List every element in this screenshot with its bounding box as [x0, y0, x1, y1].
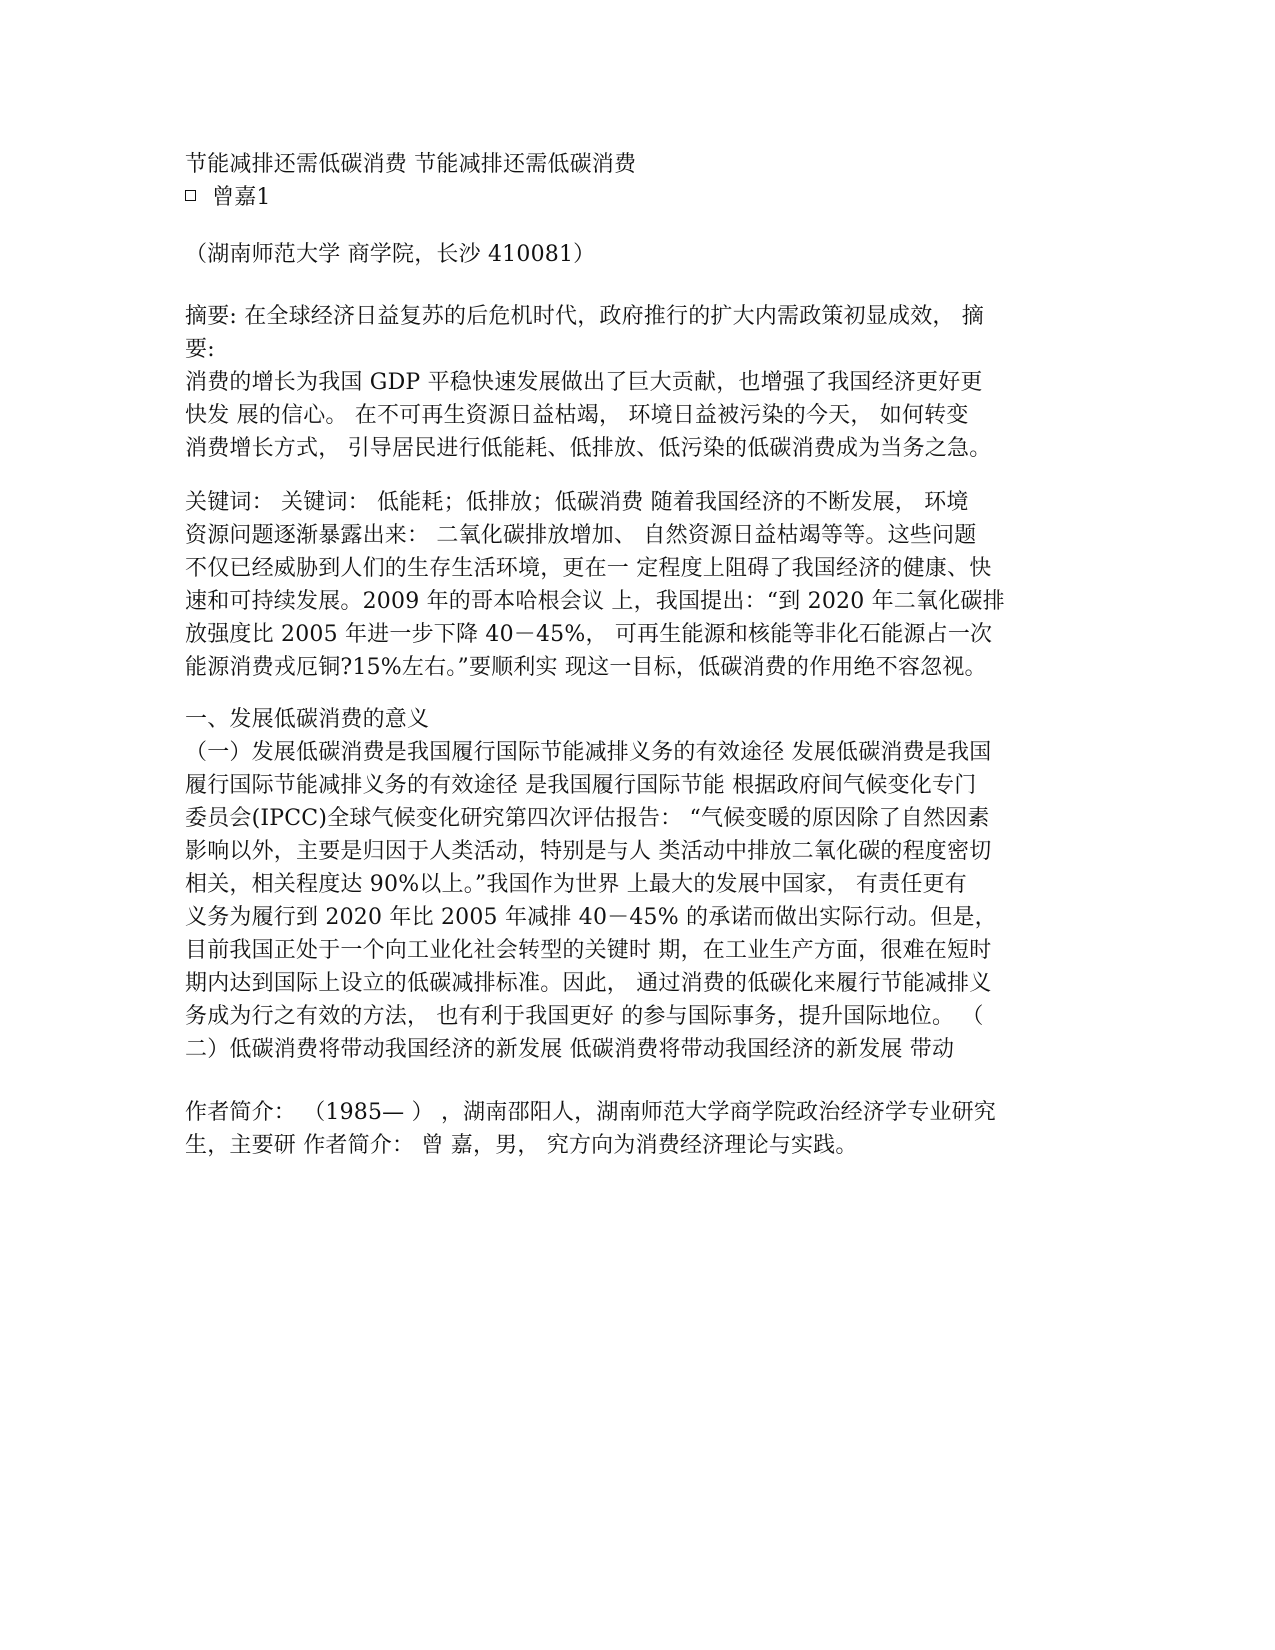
- section-line: 相关，相关程度达 90%以上。”我国作为世界 上最大的发展中国家， 有责任更有: [185, 872, 967, 897]
- section-one: [185, 703, 1085, 1066]
- section-line: 目前我国正处于一个向工业化社会转型的关键时 期，在工业生产方面，很难在短时: [185, 938, 992, 963]
- abstract-line: 摘要: 在全球经济日益复苏的后危机时代，政府推行的扩大内需政策初显成效， 摘: [185, 304, 985, 329]
- abstract-line: 消费的增长为我国 GDP 平稳快速发展做出了巨大贡献，也增强了我国经济更好更: [185, 370, 983, 395]
- affiliation: （湖南师范大学 商学院，长沙 410081）: [185, 242, 596, 267]
- document-title: 节能减排还需低碳消费 节能减排还需低碳消费: [185, 152, 637, 177]
- title-block: [185, 148, 1085, 181]
- section-line: 履行国际节能减排义务的有效途径 是我国履行国际节能 根据政府间气候变化专门: [185, 773, 977, 798]
- section-line: 期内达到国际上设立的低碳减排标准。因此， 通过消费的低碳化来履行节能减排义: [185, 971, 992, 996]
- keywords-line: 放强度比 2005 年进一步下降 40－45%， 可再生能源和核能等非化石能源占一次: [185, 622, 993, 647]
- section-line: 二）低碳消费将带动我国经济的新发展 低碳消费将带动我国经济的新发展 带动: [185, 1037, 955, 1062]
- bio-line: 生，主要研 作者简介： 曾 嘉，男， 究方向为消费经济理论与实践。: [185, 1133, 858, 1158]
- square-bullet-icon: [185, 190, 196, 201]
- abstract-line: 快发 展的信心。 在不可再生资源日益枯竭， 环境日益被污染的今天， 如何转变: [185, 403, 969, 428]
- affiliation-block: [185, 238, 1085, 271]
- author-bio: [185, 1096, 1085, 1162]
- bio-line: 作者简介： （1985— ） ，湖南邵阳人，湖南师范大学商学院政治经济学专业研究: [185, 1100, 996, 1125]
- keywords-line: 不仅已经威胁到人们的生存生活环境，更在一 定程度上阻碍了我国经济的健康、快: [185, 556, 992, 581]
- section-line: 委员会(IPCC)全球气候变化研究第四次评估报告： “气候变暖的原因除了自然因素: [185, 806, 990, 831]
- keywords-line: 速和可持续发展。2009 年的哥本哈根会议 上，我国提出：“到 2020 年二氧化碳排: [185, 589, 1005, 614]
- author-name: 曾嘉1: [212, 185, 271, 210]
- abstract-line: 消费增长方式， 引导居民进行低能耗、低排放、低污染的低碳消费成为当务之急。: [185, 436, 992, 461]
- abstract-line: 要:: [185, 337, 215, 362]
- author-line: [185, 181, 1085, 214]
- abstract: [185, 300, 1085, 465]
- keywords-line: 能源消费戎厄铜?15%左右。”要顺利实 现这一目标，低碳消费的作用绝不容忽视。: [185, 655, 987, 680]
- section-line: 务成为行之有效的方法， 也有利于我国更好 的参与国际事务，提升国际地位。 （: [185, 1004, 984, 1029]
- keywords-line: 资源问题逐渐暴露出来： 二氧化碳排放增加、 自然资源日益枯竭等等。这些问题: [185, 523, 977, 548]
- section-line: 影响以外，主要是归因于人类活动，特别是与人 类活动中排放二氧化碳的程度密切: [185, 839, 992, 864]
- section-line: （一）发展低碳消费是我国履行国际节能减排义务的有效途径 发展低碳消费是我国: [185, 740, 992, 765]
- section-line: 义务为履行到 2020 年比 2005 年减排 40－45% 的承诺而做出实际行动。但是，: [185, 905, 997, 930]
- keywords-paragraph: [185, 486, 1085, 684]
- author-block: [185, 181, 1085, 214]
- keywords-line: 关键词： 关键词： 低能耗；低排放；低碳消费 随着我国经济的不断发展， 环境: [185, 490, 969, 515]
- section-heading: 一、发展低碳消费的意义: [185, 707, 430, 732]
